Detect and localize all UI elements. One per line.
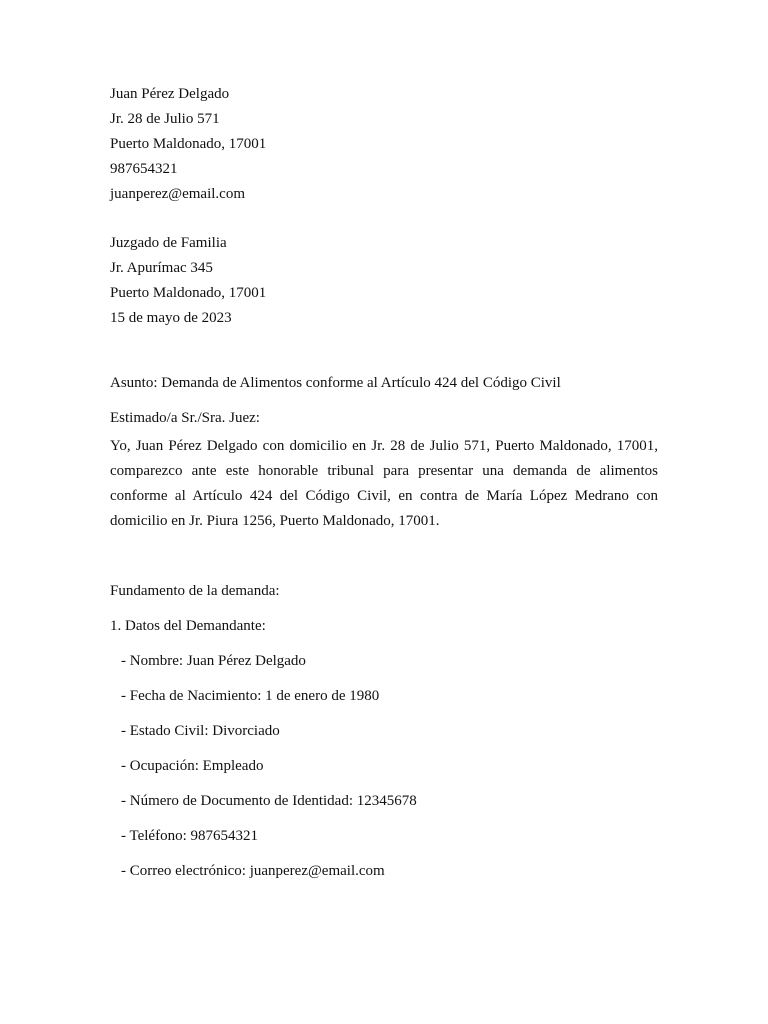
list-item: - Teléfono: 987654321 (121, 828, 258, 844)
spacer (110, 332, 658, 372)
sender-email: juanperez@email.com (110, 186, 245, 202)
grounds-section (110, 580, 658, 895)
sender-street: Jr. 28 de Julio 571 (110, 111, 220, 127)
recipient-block (110, 232, 658, 332)
recipient-name: Juzgado de Familia (110, 235, 227, 251)
spacer (110, 208, 658, 232)
sender-name: Juan Pérez Delgado (110, 86, 230, 102)
recipient-city: Puerto Maldonado, 17001 (110, 285, 267, 301)
intro-paragraph: Yo, Juan Pérez Delgado con domicilio en Jr. 28 de Julio 571, Puerto Maldonado, 17001, comparezco ante este honorable tribunal para presentar una demanda de alimentos conforme al Artículo 424 del Código Civil, en contra de María López Medrano con domicilio en Jr. Piura 1256, Puerto Maldonado, 17001. (110, 438, 658, 529)
sender-city: Puerto Maldonado, 17001 (110, 136, 267, 152)
list-item: - Fecha de Nacimiento: 1 de enero de 1980 (121, 688, 380, 704)
list-item: - Número de Documento de Identidad: 12345678 (121, 793, 417, 809)
subject-line: Asunto: Demanda de Alimentos conforme al Artículo 424 del Código Civil (110, 375, 561, 391)
letter-date: 15 de mayo de 2023 (110, 310, 232, 326)
sender-phone: 987654321 (110, 161, 178, 177)
recipient-street: Jr. Apurímac 345 (110, 260, 213, 276)
list-item: - Nombre: Juan Pérez Delgado (121, 653, 306, 669)
list-item: - Estado Civil: Divorciado (121, 723, 280, 739)
section-title: 1. Datos del Demandante: (110, 618, 266, 634)
list-item: - Correo electrónico: juanperez@email.com (121, 863, 385, 879)
greeting: Estimado/a Sr./Sra. Juez: (110, 410, 260, 426)
grounds-heading: Fundamento de la demanda: (110, 583, 280, 599)
list-item: - Ocupación: Empleado (121, 758, 264, 774)
spacer (110, 534, 658, 580)
sender-block (110, 83, 658, 208)
document-page (110, 83, 658, 895)
